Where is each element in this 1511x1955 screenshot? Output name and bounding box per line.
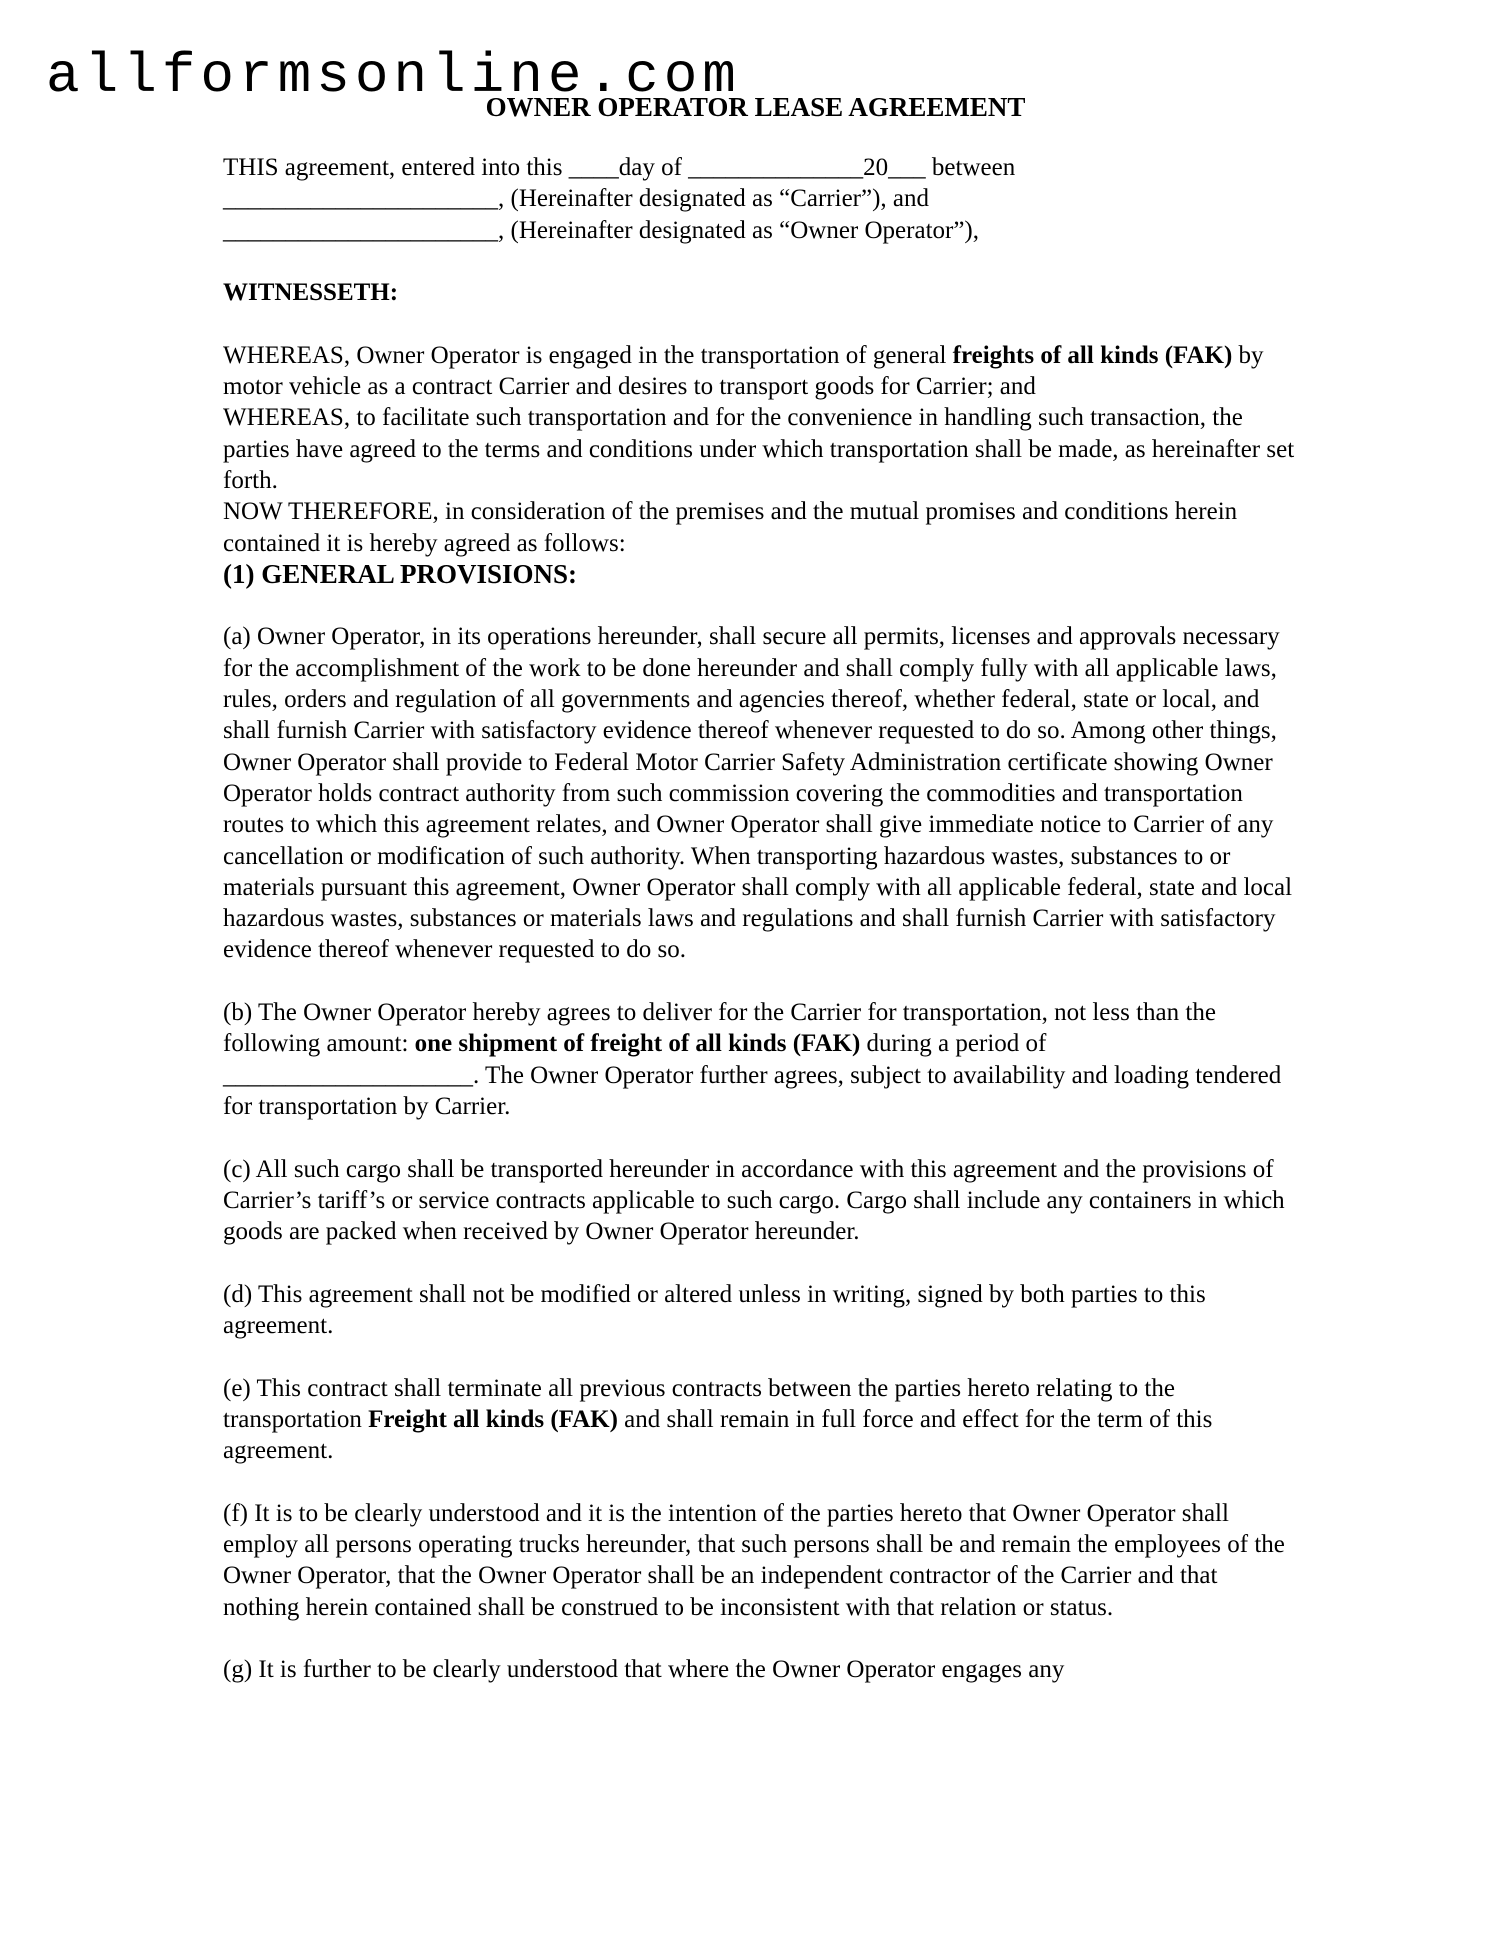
clause-d: (d) This agreement shall not be modified or altered unless in writing, signed by both parties to this agreement.: [223, 1280, 1206, 1339]
intro-line-2: ______________________, (Hereinafter designated as “Carrier”), and: [223, 185, 930, 213]
clause-g: (g) It is further to be clearly understood that where the Owner Operator engages any: [223, 1656, 1065, 1684]
intro-line-1: THIS agreement, entered into this ____day of ______________20___ between: [223, 154, 1016, 181]
now-therefore-paragraph: NOW THEREFORE, in consideration of the premises and the mutual promises and conditions herein contained it is hereby agreed as follows:: [223, 498, 1238, 557]
intro-line-3: ______________________, (Hereinafter designated as “Owner Operator”),: [223, 216, 980, 244]
section-general-provisions-heading: (1) GENERAL PROVISIONS:: [223, 558, 578, 589]
document-body: [223, 152, 1298, 1686]
witnesseth-heading: WITNESSETH:: [223, 279, 399, 307]
clause-b: (b) The Owner Operator hereby agrees to deliver for the Carrier for transportation, not less than the following amount: one shipment of freight of all kinds (FAK) during a period of ____________________. The Owner Operator further agrees, subject to availability and loading tendered for transportation by Carrier.: [223, 999, 1282, 1120]
document-title: OWNER OPERATOR LEASE AGREEMENT: [485, 92, 1026, 122]
clause-c: (c) All such cargo shall be transported hereunder in accordance with this agreement and the provisions of Carrier’s tariff’s or service contracts applicable to such cargo. Cargo shall include any containers in which goods are packed when received by Owner Operator hereunder.: [223, 1155, 1285, 1246]
clause-e: (e) This contract shall terminate all previous contracts between the parties hereto relating to the transportation Freight all kinds (FAK) and shall remain in full force and effect for the term of this agreement.: [223, 1374, 1213, 1465]
clause-a: (a) Owner Operator, in its operations hereunder, shall secure all permits, licenses and approvals necessary for the accomplishment of the work to be done hereunder and shall comply fully with all applicable laws, rules, orders and regulation of all governments and agencies thereof, whether federal, state or local, and shall furnish Carrier with satisfactory evidence thereof whenever requested to do so. Among other things, Owner Operator shall provide to Federal Motor Carrier Safety Administration certificate showing Owner Operator holds contract authority from such commission covering the commodities and transportation routes to which this agreement relates, and Owner Operator shall give immediate notice to Carrier of any cancellation or modification of such authority. When transporting hazardous wastes, substances to or materials pursuant this agreement, Owner Operator shall comply with all applicable federal, state and local hazardous wastes, substances or materials laws and regulations and shall furnish Carrier with satisfactory evidence thereof whenever requested to do so.: [223, 623, 1293, 964]
whereas-paragraph-1: WHEREAS, Owner Operator is engaged in the transportation of general freights of all kinds (FAK) by motor vehicle as a contract Carrier and desires to transport goods for Carrier; and: [223, 341, 1264, 401]
site-watermark: allformsonline.com: [46, 44, 741, 108]
whereas-paragraph-2: WHEREAS, to facilitate such transportation and for the convenience in handling such transaction, the parties have agreed to the terms and conditions under which transportation shall be made, as hereinafter set forth.: [223, 404, 1295, 494]
clause-f: (f) It is to be clearly understood and it is the intention of the parties hereto that Owner Operator shall employ all persons operating trucks hereunder, that such persons shall be and remain the employees of the Owner Operator, that the Owner Operator shall be an independent contractor of the Carrier and that nothing herein contained shall be construed to be inconsistent with that relation or status.: [223, 1499, 1285, 1621]
